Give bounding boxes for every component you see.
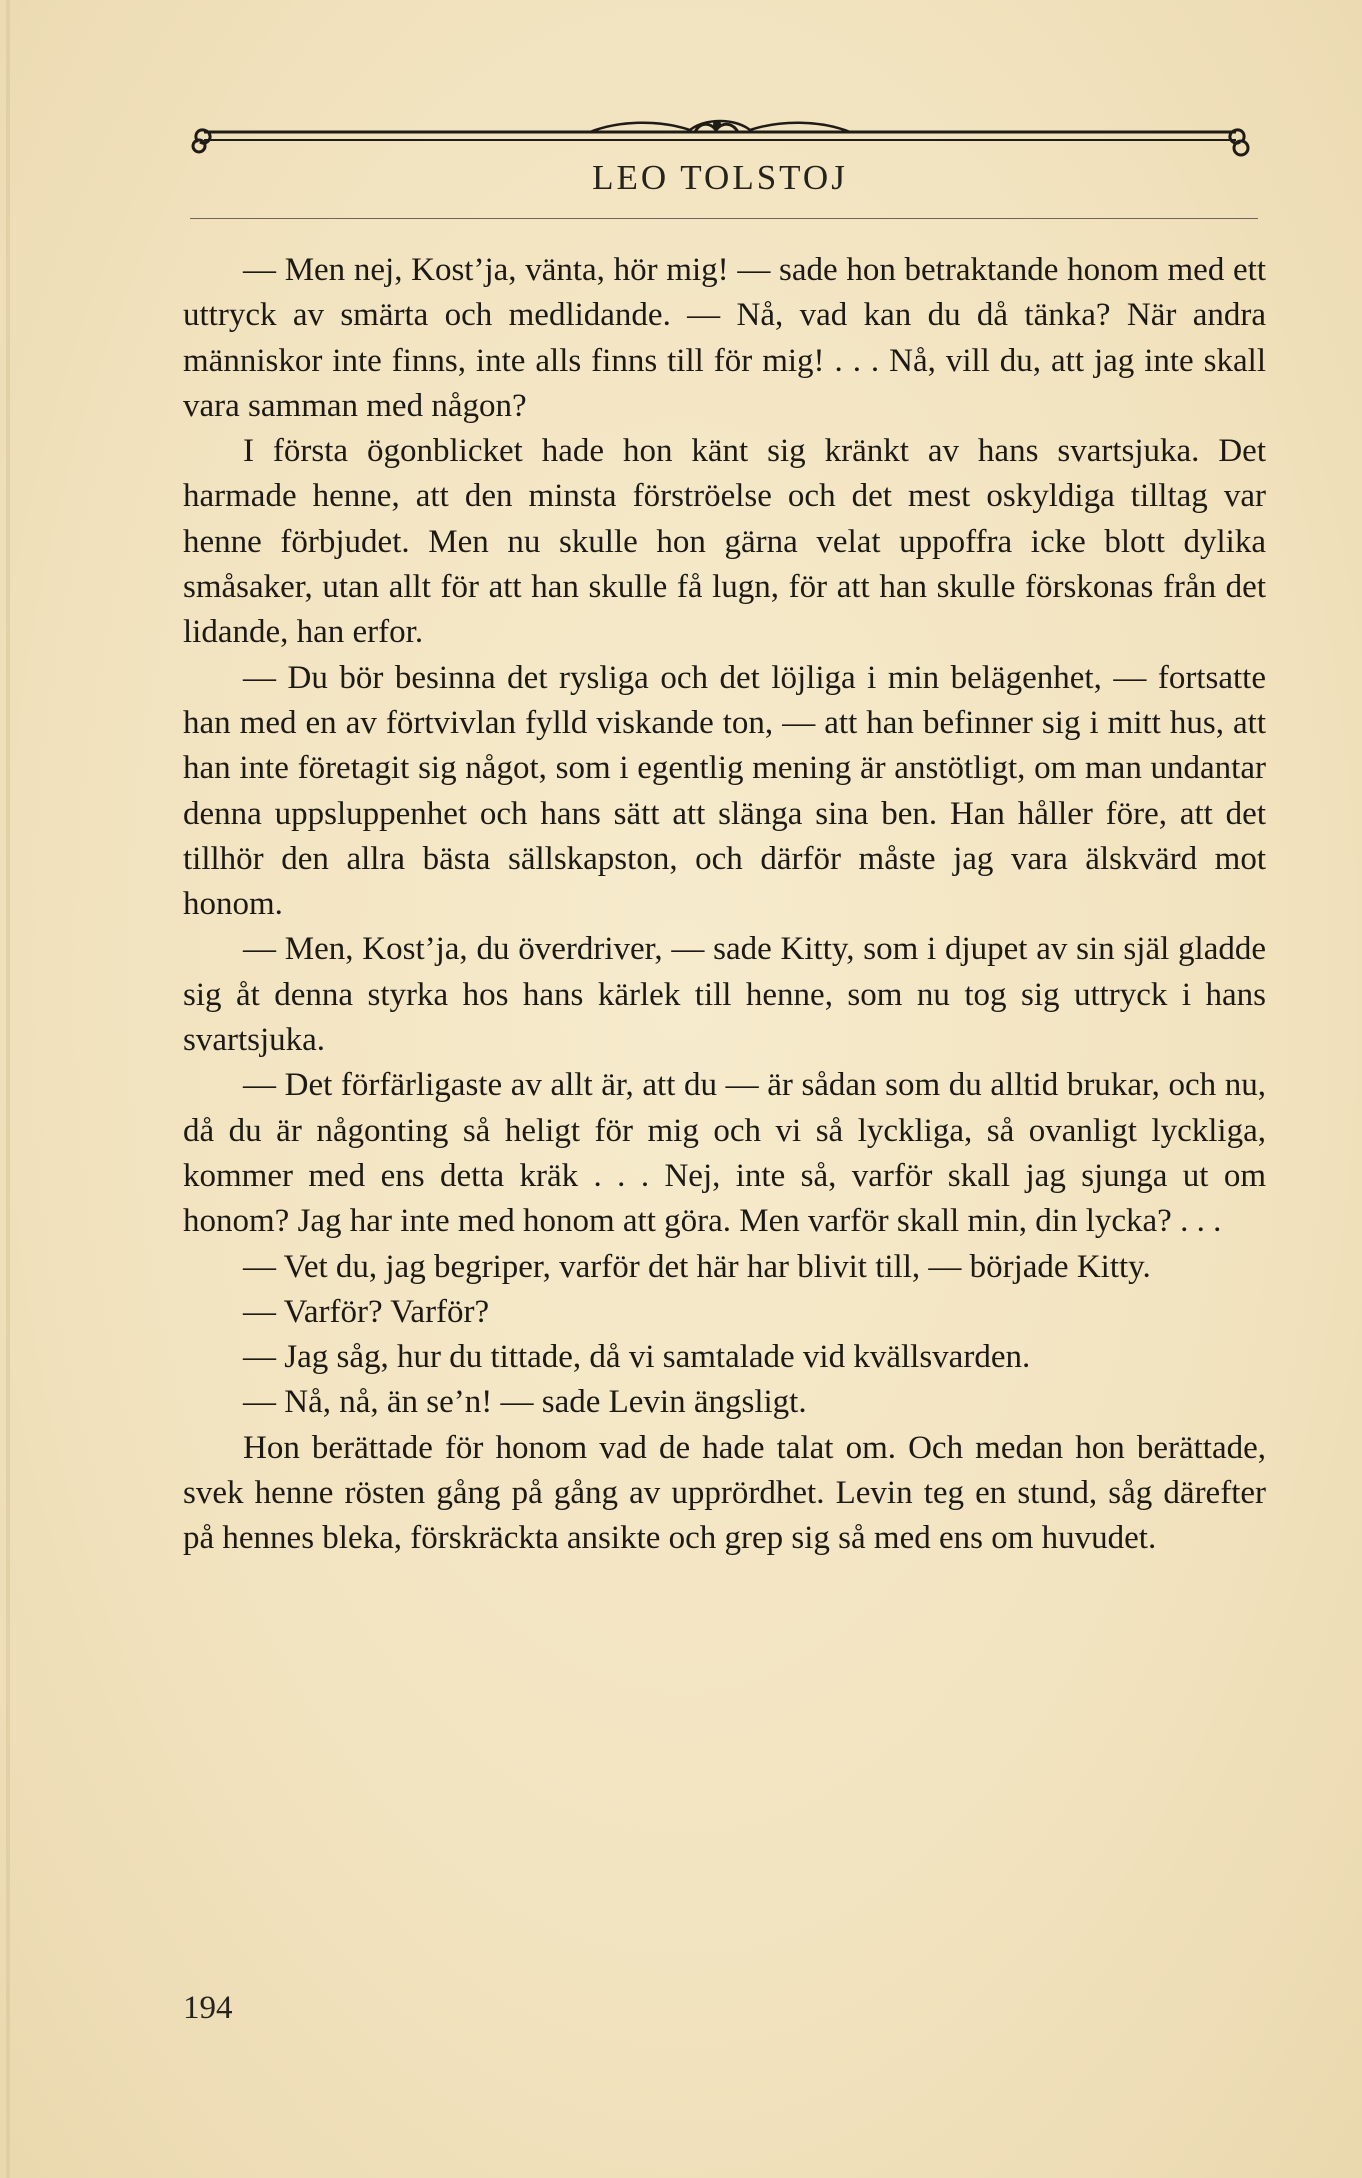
paragraph: — Men, Kost’ja, du överdriver, — sade Kitty, som i djupet av sin själ gladde sig åt denna styrka hos hans kärlek till henne, som nu tog sig uttryck i hans svartsjuka. — [183, 931, 1266, 1059]
body-text — [183, 248, 1266, 1562]
header-rule — [190, 218, 1258, 219]
paragraph: — Men nej, Kost’ja, vänta, hör mig! — sade hon betraktande honom med ett uttryck av smärta och medlidande. — Nå, vad kan du då tänka? När andra människor inte finns, inte alls finns till för mig! . . . Nå, vill du, att jag inte skall vara samman med någon? — [183, 252, 1266, 424]
page-number: 194 — [183, 1990, 233, 2026]
paragraph: — Det förfärligaste av allt är, att du — är sådan som du alltid brukar, och nu, då du är någonting så heligt för mig och vi så lyckliga, så ovanligt lyckliga, kommer med ens detta kräk . . . Nej, inte så, varför skall jag sjunga ut om honom? Jag har inte med honom att göra. Men varför skall min, din lycka? . . . — [183, 1067, 1266, 1240]
paragraph: — Nå, nå, än se’n! — sade Levin ängsligt. — [243, 1384, 807, 1421]
running-head: LEO TOLSTOJ — [592, 158, 848, 197]
paragraph: — Vet du, jag begriper, varför det här har blivit till, — började Kitty. — [243, 1248, 1151, 1285]
paragraph: — Du bör besinna det rysliga och det löjliga i min belägenhet, — fortsatte han med en av förtvivlan fylld viskande ton, — att han befinner sig i mitt hus, att han inte företagit sig något, som i egentlig mening är anstötligt, om man undantar denna uppsluppenhet och hans sätt att slänga sina ben. Han håller före, att det tillhör den allra bästa sällskapston, och därför måste jag vara älskvärd mot honom. — [183, 659, 1266, 923]
paragraph: — Varför? Varför? — [243, 1293, 490, 1330]
page-edge-shadow — [6, 0, 10, 2178]
paragraph: Hon berättade för honom vad de hade talat om. Och medan hon berättade, svek henne rösten gång på gång av upprördhet. Levin teg en stund, såg därefter på hennes bleka, förskräckta ansikte och grep sig så med ens om huvudet. — [183, 1429, 1266, 1557]
paragraph: — Jag såg, hur du tittade, då vi samtalade vid kvällsvarden. — [243, 1339, 1031, 1376]
paragraph: I första ögonblicket hade hon känt sig kränkt av hans svartsjuka. Det harmade henne, att den minsta förströelse och det mest oskyldiga tilltag var henne förbjudet. Men nu skulle hon gärna velat uppoffra icke blott dylika småsaker, utan allt för att han skulle få lugn, för att han skulle förskonas från det lidande, han erfor. — [183, 433, 1266, 651]
